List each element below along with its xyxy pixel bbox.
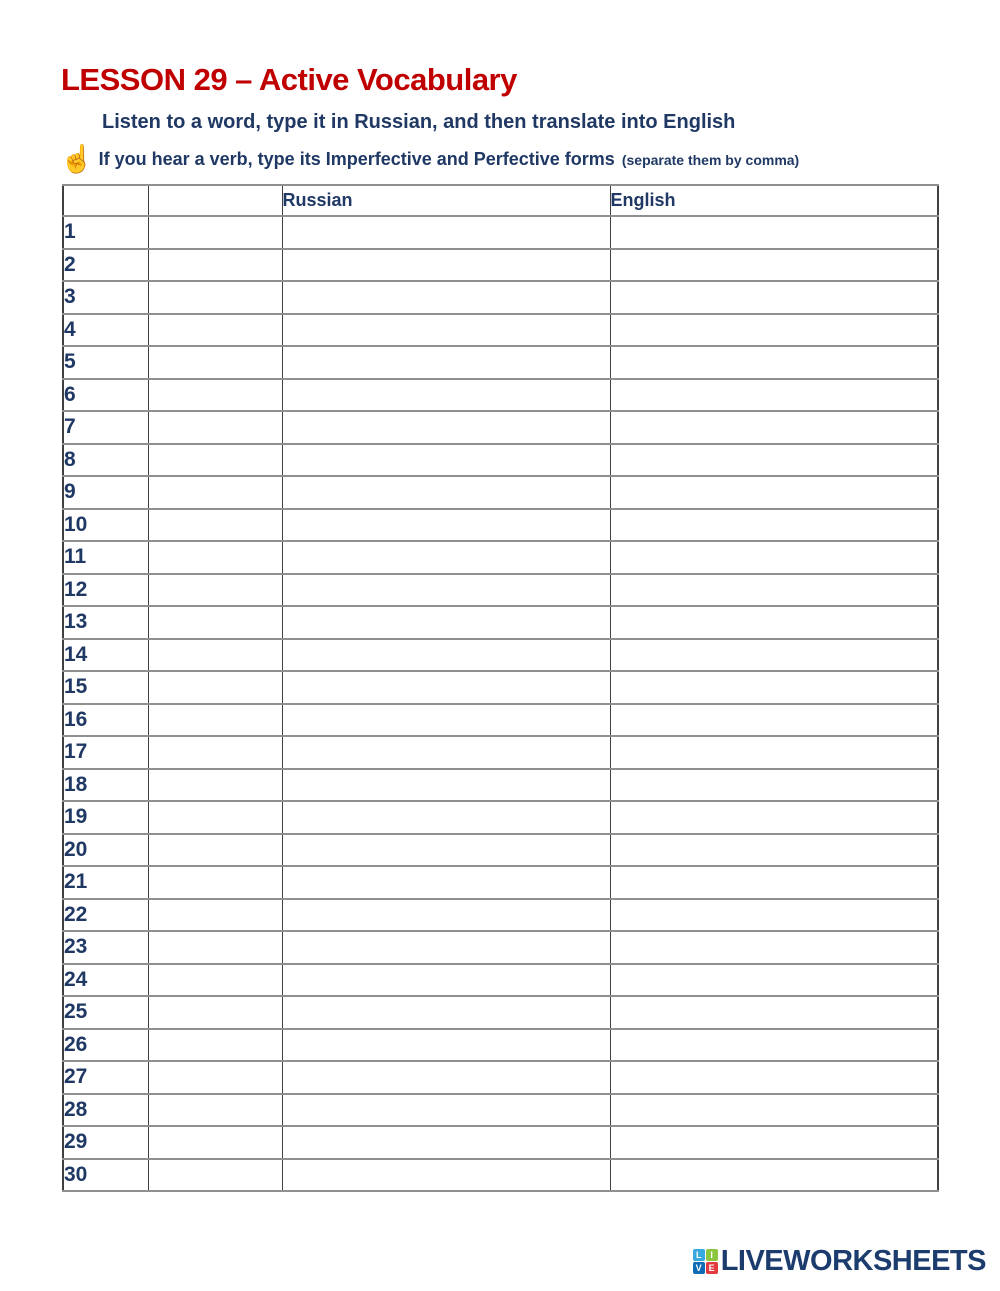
- header-number-cell: [63, 185, 148, 216]
- russian-input-cell[interactable]: [282, 834, 610, 867]
- table-row: [63, 1029, 938, 1062]
- english-input-cell[interactable]: [610, 249, 938, 282]
- audio-cell: [148, 509, 282, 542]
- russian-input-cell[interactable]: [282, 346, 610, 379]
- audio-cell: [148, 964, 282, 997]
- vocab-table: [62, 184, 939, 1192]
- english-input-cell[interactable]: [610, 606, 938, 639]
- table-row: [63, 379, 938, 412]
- russian-input-cell[interactable]: [282, 1094, 610, 1127]
- russian-input-cell[interactable]: [282, 606, 610, 639]
- russian-input-cell[interactable]: [282, 509, 610, 542]
- row-number: 8: [63, 444, 148, 477]
- russian-input-cell[interactable]: [282, 281, 610, 314]
- english-input-cell[interactable]: [610, 1126, 938, 1159]
- russian-input-cell[interactable]: [282, 1126, 610, 1159]
- liveworksheets-logo-icon: [693, 1249, 718, 1274]
- russian-input-cell[interactable]: [282, 996, 610, 1029]
- logo-letter-square: E: [706, 1262, 718, 1274]
- audio-cell: [148, 866, 282, 899]
- row-number: 10: [63, 509, 148, 542]
- row-number: 15: [63, 671, 148, 704]
- row-number: 6: [63, 379, 148, 412]
- russian-input-cell[interactable]: [282, 704, 610, 737]
- table-row: [63, 574, 938, 607]
- table-header-row: [63, 185, 938, 216]
- table-row: [63, 769, 938, 802]
- pointing-finger-icon: ☝: [60, 144, 94, 174]
- russian-input-cell[interactable]: [282, 931, 610, 964]
- audio-cell: [148, 444, 282, 477]
- table-row: [63, 411, 938, 444]
- english-input-cell[interactable]: [610, 769, 938, 802]
- table-row: [63, 834, 938, 867]
- audio-cell: [148, 411, 282, 444]
- liveworksheets-brand: [693, 1247, 986, 1276]
- english-input-cell[interactable]: [610, 964, 938, 997]
- header-audio-cell: [148, 185, 282, 216]
- instruction-line: [60, 144, 800, 174]
- audio-cell: [148, 314, 282, 347]
- row-number: 28: [63, 1094, 148, 1127]
- english-input-cell[interactable]: [610, 1159, 938, 1192]
- table-row: [63, 314, 938, 347]
- audio-cell: [148, 931, 282, 964]
- logo-letter-square: V: [693, 1262, 705, 1274]
- russian-input-cell[interactable]: [282, 541, 610, 574]
- table-row: [63, 671, 938, 704]
- russian-input-cell[interactable]: [282, 314, 610, 347]
- russian-input-cell[interactable]: [282, 574, 610, 607]
- audio-cell: [148, 476, 282, 509]
- russian-input-cell[interactable]: [282, 249, 610, 282]
- logo-letter-square: I: [706, 1249, 718, 1261]
- english-input-cell[interactable]: [610, 541, 938, 574]
- row-number: 3: [63, 281, 148, 314]
- table-row: [63, 541, 938, 574]
- row-number: 29: [63, 1126, 148, 1159]
- audio-cell: [148, 1029, 282, 1062]
- english-input-cell[interactable]: [610, 281, 938, 314]
- russian-input-cell[interactable]: [282, 671, 610, 704]
- page-title: LESSON 29 – Active Vocabulary: [61, 62, 517, 97]
- audio-cell: [148, 606, 282, 639]
- english-input-cell[interactable]: [610, 1029, 938, 1062]
- table-row: [63, 346, 938, 379]
- english-input-cell[interactable]: [610, 346, 938, 379]
- english-input-cell[interactable]: [610, 639, 938, 672]
- brand-name: LIVEWORKSHEETS: [720, 1245, 986, 1277]
- russian-input-cell[interactable]: [282, 216, 610, 249]
- instruction-note: (separate them by comma): [621, 152, 800, 168]
- table-row: [63, 736, 938, 769]
- english-input-cell[interactable]: [610, 314, 938, 347]
- row-number: 27: [63, 1061, 148, 1094]
- row-number: 1: [63, 216, 148, 249]
- instruction-text: If you hear a verb, type its Imperfective and Perfective forms: [98, 148, 615, 169]
- audio-cell: [148, 1159, 282, 1192]
- audio-cell: [148, 671, 282, 704]
- russian-input-cell[interactable]: [282, 1061, 610, 1094]
- row-number: 5: [63, 346, 148, 379]
- russian-input-cell[interactable]: [282, 866, 610, 899]
- row-number: 12: [63, 574, 148, 607]
- row-number: 16: [63, 704, 148, 737]
- table-row: [63, 1126, 938, 1159]
- english-input-cell[interactable]: [610, 444, 938, 477]
- table-row: [63, 704, 938, 737]
- english-input-cell[interactable]: [610, 1061, 938, 1094]
- audio-cell: [148, 801, 282, 834]
- table-row: [63, 1159, 938, 1192]
- audio-cell: [148, 834, 282, 867]
- row-number: 26: [63, 1029, 148, 1062]
- russian-input-cell[interactable]: [282, 411, 610, 444]
- table-row: [63, 639, 938, 672]
- logo-letter-square: L: [693, 1249, 705, 1261]
- row-number: 30: [63, 1159, 148, 1192]
- audio-cell: [148, 736, 282, 769]
- english-input-cell[interactable]: [610, 736, 938, 769]
- english-input-cell[interactable]: [610, 476, 938, 509]
- row-number: 14: [63, 639, 148, 672]
- english-input-cell[interactable]: [610, 866, 938, 899]
- english-input-cell[interactable]: [610, 671, 938, 704]
- audio-cell: [148, 541, 282, 574]
- vocab-table-body: [63, 216, 938, 1191]
- table-row: [63, 216, 938, 249]
- row-number: 23: [63, 931, 148, 964]
- table-row: [63, 931, 938, 964]
- header-english: English: [610, 185, 938, 216]
- audio-cell: [148, 346, 282, 379]
- table-row: [63, 606, 938, 639]
- row-number: 11: [63, 541, 148, 574]
- row-number: 22: [63, 899, 148, 932]
- russian-input-cell[interactable]: [282, 1159, 610, 1192]
- row-number: 7: [63, 411, 148, 444]
- page-subtitle: Listen to a word, type it in Russian, and then translate into English: [102, 111, 736, 133]
- english-input-cell[interactable]: [610, 1094, 938, 1127]
- row-number: 2: [63, 249, 148, 282]
- russian-input-cell[interactable]: [282, 379, 610, 412]
- row-number: 24: [63, 964, 148, 997]
- audio-cell: [148, 1126, 282, 1159]
- english-input-cell[interactable]: [610, 411, 938, 444]
- english-input-cell[interactable]: [610, 996, 938, 1029]
- english-input-cell[interactable]: [610, 379, 938, 412]
- english-input-cell[interactable]: [610, 704, 938, 737]
- audio-cell: [148, 639, 282, 672]
- row-number: 17: [63, 736, 148, 769]
- audio-cell: [148, 769, 282, 802]
- english-input-cell[interactable]: [610, 509, 938, 542]
- russian-input-cell[interactable]: [282, 444, 610, 477]
- russian-input-cell[interactable]: [282, 964, 610, 997]
- row-number: 9: [63, 476, 148, 509]
- audio-cell: [148, 1094, 282, 1127]
- table-row: [63, 281, 938, 314]
- row-number: 18: [63, 769, 148, 802]
- russian-input-cell[interactable]: [282, 801, 610, 834]
- audio-cell: [148, 574, 282, 607]
- russian-input-cell[interactable]: [282, 1029, 610, 1062]
- audio-cell: [148, 216, 282, 249]
- english-input-cell[interactable]: [610, 899, 938, 932]
- table-row: [63, 444, 938, 477]
- table-row: [63, 249, 938, 282]
- table-row: [63, 509, 938, 542]
- row-number: 25: [63, 996, 148, 1029]
- header-russian: Russian: [282, 185, 610, 216]
- russian-input-cell[interactable]: [282, 639, 610, 672]
- audio-cell: [148, 249, 282, 282]
- table-row: [63, 964, 938, 997]
- table-row: [63, 996, 938, 1029]
- audio-cell: [148, 996, 282, 1029]
- audio-cell: [148, 379, 282, 412]
- russian-input-cell[interactable]: [282, 899, 610, 932]
- russian-input-cell[interactable]: [282, 736, 610, 769]
- table-row: [63, 1061, 938, 1094]
- row-number: 4: [63, 314, 148, 347]
- audio-cell: [148, 1061, 282, 1094]
- table-row: [63, 801, 938, 834]
- table-row: [63, 899, 938, 932]
- table-row: [63, 476, 938, 509]
- russian-input-cell[interactable]: [282, 769, 610, 802]
- audio-cell: [148, 704, 282, 737]
- english-input-cell[interactable]: [610, 931, 938, 964]
- english-input-cell[interactable]: [610, 574, 938, 607]
- english-input-cell[interactable]: [610, 801, 938, 834]
- audio-cell: [148, 899, 282, 932]
- row-number: 13: [63, 606, 148, 639]
- row-number: 20: [63, 834, 148, 867]
- english-input-cell[interactable]: [610, 216, 938, 249]
- russian-input-cell[interactable]: [282, 476, 610, 509]
- row-number: 21: [63, 866, 148, 899]
- english-input-cell[interactable]: [610, 834, 938, 867]
- table-row: [63, 866, 938, 899]
- table-row: [63, 1094, 938, 1127]
- audio-cell: [148, 281, 282, 314]
- row-number: 19: [63, 801, 148, 834]
